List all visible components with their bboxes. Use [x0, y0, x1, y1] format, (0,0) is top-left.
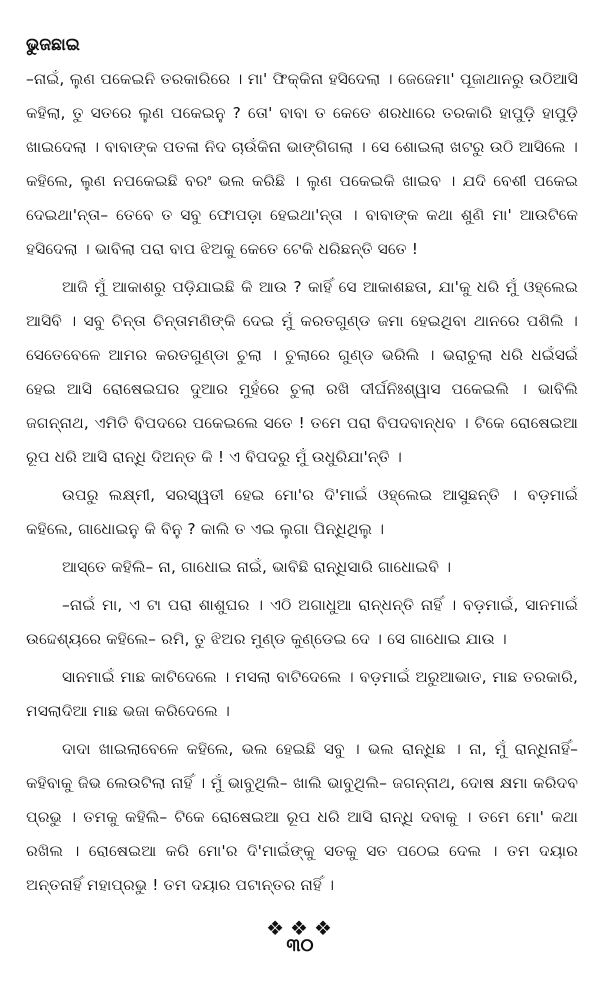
section-heading: ଭୁଜଛାଇ: [26, 35, 80, 55]
paragraph-5: –ନାଇଁ ମା, ଏ ଟା ପରା ଶାଶୁଘର । ଏଠି ଅଗାଧୁଆ ରାନ୍ଧନ୍ତି ନାହିଁ । ବଡ଼ମାଇଁ, ସାନମାଇଁ ଉଦ୍ଦେଶ୍ୟରେ କହିଲେ– ରମି, ତୁ ଝିଅର ମୁଣ୍ଡ କୁଣ୍ଡେଇ ଦେ । ସେ ଗାଧୋଇ ଯାଉ ।: [26, 596, 578, 648]
page-number: ୩୦: [286, 935, 314, 956]
paragraph-2: ଆଜି ମୁଁ ଆକାଶରୁ ପଡ଼ିଯାଇଛି କି ଆଉ ? କାହିଁ ସେ ଆକାଶଛତା, ଯା'କୁ ଧରି ମୁଁ ଓହ୍ଲେଇ ଆସିବି । ସବୁ ଚିନ୍ତା ଚିନ୍ତାମଣିଙ୍କି ଦେଇ ମୁଁ କରତଗୁଣ୍ଡ ଜମା ହେଇଥିବା ଥାନରେ ପଶିଲି । ସେତେବେଳେ ଆମର କରତଗୁଣ୍ଡା ଚୁଲା । ଚୁଲାରେ ଗୁଣ୍ଡ ଭରିଲି । ଭରାଚୁଲା ଧରି ଧଇଁସଇଁ ହେଇ ଆସି ରୋଷେଇଘର ଦୁଆର ମୁହଁରେ ଚୁଲା ରଖି ଦୀର୍ଘନିଃଶ୍ୱାସ ପକେଇଲି । ଭାବିଲି ଜଗନ୍ନାଥ, ଏମିତି ବିପଦରେ ପକେଇଲେ ସତେ ! ତମେ ପରା ବିପଦବାନ୍ଧବ । ଟିକେ ରୋଷେଇଆ ରୂପ ଧରି ଆସି ରାନ୍ଧି ଦିଅନ୍ତ କି ! ଏ ବିପଦରୁ ମୁଁ ଉଧୁରିଯା'ନ୍ତି ।: [26, 278, 578, 466]
paragraph-4: ଆସ୍ତେ କହିଲି– ନା, ଗାଧୋଇ ନାଇଁ, ଭାବିଛି ରାନ୍ଧିସାରି ଗାଧୋଇବି ।: [62, 558, 452, 576]
paragraph-3: ଉପରୁ ଲକ୍ଷ୍ମୀ, ସରସ୍ୱତୀ ହେଇ ମୋ'ର ଦି'ମାଇଁ ଓହ୍ଲେଇ ଆସୁଛନ୍ତି । ବଡ଼ମାଇଁ କହିଲେ, ଗାଧୋଇନୁ କି ବିନୁ ? କାଲି ତ ଏଇ ଲୁଗା ପିନ୍ଧିଥିଲୁ ।: [26, 486, 578, 538]
paragraph-1: –ନାଇଁ, ଲୁଣ ପକେଇନି ତରକାରିରେ । ମା' ଫିକ୍‌କିନା ହସିଦେଲା । ଜେଜେମା' ପୂଜାଥାନରୁ ଉଠିଆସି କହିଲା, ତୁ ସତରେ ଲୁଣ ପକେଇନୁ ? ତୋ' ବାବା ତ କେତେ ଶରଧାରେ ତରକାରି ହାପୁଡ଼ି ହାପୁଡ଼ି ଖାଇଦେଲା । ବାବାଙ୍କ ପତଳା ନିଦ ଚାଉଁକିନା ଭାଙ୍ଗିଗଲା । ସେ ଶୋଇଲା ଖଟରୁ ଉଠି ଆସିଲେ । କହିଲେ, ଲୁଣ ନପକେଇଛି ବରଂ ଭଲ କରିଛି । ଲୁଣ ପକେଇକି ଖାଇବ । ଯଦି ବେଶୀ ପକେଇ ଦେଇଥା'ନ୍ତା– ତେବେ ତ ସବୁ ଫୋପଡ଼ା ହେଇଥା'ନ୍ତା । ବାବାଙ୍କ କଥା ଶୁଣି ମା' ଆଉଟିକେ ହସିଦେଲା । ଭାବିଲା ପରା ବାପ ଝିଅକୁ କେତେ ଟେକି ଧରିଛନ୍ତି ସତେ !: [26, 70, 578, 258]
paragraph-7: ଦାଦା ଖାଇଲାବେଳେ କହିଲେ, ଭଲ ହେଇଛି ସବୁ । ଭଲ ରାନ୍ଧିଛ । ନା, ମୁଁ ରାନ୍ଧିନାହିଁ– କହିବାକୁ ଜିଭ ଲେଉଟିଲା ନାହିଁ । ମୁଁ ଭାବୁଥିଲି– ଖାଲି ଭାବୁଥିଲି– ଜଗନ୍ନାଥ, ଦୋଷ କ୍ଷମା କରିଦବ ପ୍ରଭୁ । ତମକୁ କହିଲି– ଟିକେ ରୋଷେଇଆ ରୂପ ଧରି ଆସି ରାନ୍ଧି ଦବାକୁ । ତମେ ମୋ' କଥା ରଖିଲ । ରୋଷେଇଆ କରି ମୋ'ର ଦି'ମାଇଁଙ୍କୁ ସତକୁ ସତ ପଠେଇ ଦେଲ । ତମ ଦୟାର ଅନ୍ତନାହିଁ ମହାପ୍ରଭୁ ! ତମ ଦୟାର ପଟାନ୍ତର ନାହିଁ ।: [26, 740, 578, 894]
section-divider-ornament: ❖❖❖: [266, 916, 338, 940]
paragraph-6: ସାନମାଇଁ ମାଛ କାଟିଦେଲେ । ମସଲା ବାଟିଦେଲେ । ବଡ଼ମାଇଁ ଅରୁଆଭାତ, ମାଛ ତରକାରି, ମସଲାଦିଆ ମାଛ ଭଜା କରିଦେଲେ ।: [26, 668, 578, 720]
